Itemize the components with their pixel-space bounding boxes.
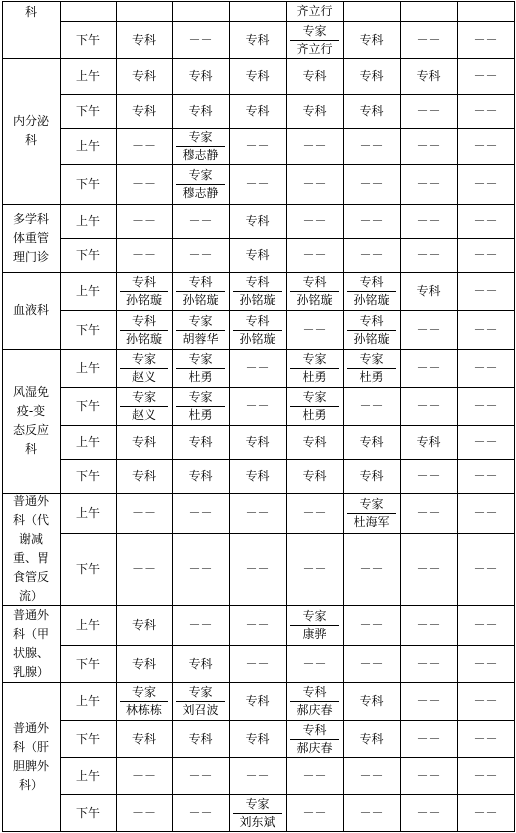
visit-type: 专科 (302, 104, 327, 118)
visit-type: 专家 (188, 685, 213, 699)
visit-type: 专科 (245, 435, 270, 449)
grid-line (60, 387, 514, 388)
no-clinic: －－ (473, 139, 498, 153)
doctor-name: 孙铭璇 (353, 293, 390, 307)
period-label: 上午 (75, 361, 100, 375)
visit-type: 专家 (188, 390, 213, 404)
period-label: 下午 (75, 104, 100, 118)
visit-type: 专科 (416, 69, 441, 83)
no-clinic: －－ (131, 248, 156, 262)
department-label-line: 内分泌 (12, 114, 49, 128)
doctor-name: 刘东斌 (239, 814, 276, 829)
no-clinic: －－ (131, 177, 156, 191)
doctor-name: 康骅 (302, 627, 327, 641)
visit-type: 专家 (302, 609, 327, 623)
no-clinic: －－ (473, 248, 498, 262)
grid-line (120, 701, 168, 702)
department-label-line: 科 (24, 133, 37, 147)
no-clinic: －－ (188, 32, 213, 47)
no-clinic: －－ (359, 562, 384, 576)
doctor-name: 赵义 (131, 408, 156, 422)
department-label-line: 科 (24, 5, 37, 19)
visit-type: 专科 (359, 104, 384, 118)
grid-line (60, 493, 514, 494)
no-clinic: －－ (473, 69, 498, 83)
period-label: 下午 (75, 469, 100, 483)
no-clinic: －－ (416, 361, 441, 375)
no-clinic: －－ (473, 618, 498, 632)
no-clinic: －－ (245, 139, 270, 153)
visit-type: 专科 (302, 722, 327, 737)
period-label: 上午 (75, 214, 100, 228)
department-label-line: 科） (18, 777, 43, 792)
grid-line (176, 406, 225, 407)
grid-line (347, 291, 396, 292)
no-clinic: －－ (473, 805, 498, 820)
department-label-line: 普通外 (12, 607, 49, 622)
no-clinic: －－ (131, 506, 156, 520)
grid-line (347, 368, 396, 369)
visit-type: 专家 (188, 130, 213, 144)
no-clinic: －－ (302, 214, 327, 228)
visit-type: 专科 (245, 214, 270, 228)
no-clinic: －－ (131, 214, 156, 228)
visit-type: 专科 (245, 32, 270, 47)
doctor-name: 穆志静 (182, 186, 219, 200)
grid-line (60, 533, 514, 534)
no-clinic: －－ (188, 214, 213, 228)
visit-type: 专科 (359, 69, 384, 83)
period-label: 下午 (75, 248, 100, 262)
department-label-line: 状腺、 (12, 645, 49, 660)
no-clinic: －－ (473, 177, 498, 191)
visit-type: 专家 (188, 352, 213, 366)
grid-line (176, 368, 225, 369)
no-clinic: －－ (302, 139, 327, 153)
department-label-line: 科 (24, 442, 37, 456)
no-clinic: －－ (416, 694, 441, 708)
no-clinic: －－ (131, 768, 156, 783)
grid-line (176, 701, 225, 702)
department-label-line: 普通外 (12, 720, 49, 735)
grid-line (60, 21, 514, 22)
visit-type: 专科 (188, 69, 213, 83)
visit-type: 专科 (245, 731, 270, 746)
no-clinic: －－ (359, 177, 384, 191)
period-label: 下午 (75, 32, 100, 47)
no-clinic: －－ (302, 506, 327, 520)
doctor-name: 杜勇 (359, 370, 384, 384)
department-label-line: 疫-变 (16, 404, 46, 418)
grid-line (176, 184, 225, 185)
no-clinic: －－ (245, 506, 270, 520)
grid-line (347, 513, 396, 514)
visit-type: 专科 (245, 275, 270, 289)
visit-type: 专科 (245, 694, 270, 708)
no-clinic: －－ (188, 506, 213, 520)
doctor-name: 齐立行 (296, 41, 333, 56)
visit-type: 专科 (359, 731, 384, 746)
no-clinic: －－ (473, 435, 498, 449)
no-clinic: －－ (416, 177, 441, 191)
no-clinic: －－ (473, 399, 498, 413)
doctor-name: 赵义 (131, 370, 156, 384)
visit-type: 专科 (188, 469, 213, 483)
doctor-name: 孙铭璇 (125, 293, 162, 307)
visit-type: 专科 (416, 435, 441, 449)
no-clinic: －－ (131, 562, 156, 576)
grid-line (60, 164, 514, 165)
department-label-line: 普通外 (12, 494, 49, 508)
no-clinic: －－ (188, 768, 213, 783)
grid-line (60, 682, 514, 683)
grid-line (60, 94, 514, 95)
no-clinic: －－ (245, 618, 270, 632)
department-label-line: 食管反 (12, 570, 49, 584)
grid-line (60, 204, 514, 205)
grid-line (60, 720, 514, 721)
no-clinic: －－ (416, 506, 441, 520)
period-label: 下午 (75, 731, 100, 746)
no-clinic: －－ (473, 656, 498, 671)
department-label (2, 606, 60, 682)
visit-type: 专科 (188, 731, 213, 746)
period-label: 下午 (75, 322, 100, 337)
doctor-name: 孙铭璇 (239, 293, 276, 307)
no-clinic: －－ (302, 322, 327, 337)
period-label: 上午 (75, 284, 100, 298)
visit-type: 专科 (302, 435, 327, 449)
department-label-line: 胆脾外 (12, 758, 49, 773)
no-clinic: －－ (359, 139, 384, 153)
grid-line (60, 58, 514, 59)
doctor-name: 林栋栋 (125, 703, 162, 717)
visit-type: 专科 (188, 435, 213, 449)
visit-type: 专家 (131, 352, 156, 366)
grid-line (60, 272, 514, 273)
visit-type: 专科 (245, 69, 270, 83)
grid-line (60, 459, 514, 460)
grid-line (60, 645, 514, 646)
grid-line (60, 238, 514, 239)
no-clinic: －－ (359, 768, 384, 783)
visit-type: 专家 (188, 313, 213, 328)
visit-type: 专家 (302, 23, 327, 38)
grid-line (176, 291, 225, 292)
no-clinic: －－ (302, 656, 327, 671)
visit-type: 专家 (188, 168, 213, 182)
visit-type: 专科 (359, 32, 384, 47)
no-clinic: －－ (416, 618, 441, 632)
visit-type: 专科 (131, 104, 156, 118)
grid-line (2, 1, 515, 2)
no-clinic: －－ (131, 805, 156, 820)
visit-type: 专科 (131, 32, 156, 47)
visit-type: 专科 (245, 248, 270, 262)
no-clinic: －－ (416, 469, 441, 483)
visit-type: 专科 (359, 275, 384, 289)
visit-type: 专家 (302, 352, 327, 366)
grid-line (60, 128, 514, 129)
grid-line (290, 406, 339, 407)
visit-type: 专科 (359, 469, 384, 483)
visit-type: 专科 (131, 435, 156, 449)
doctor-name: 杜海军 (353, 515, 390, 529)
visit-type: 专科 (131, 469, 156, 483)
no-clinic: －－ (473, 469, 498, 483)
grid-line (60, 310, 514, 311)
no-clinic: －－ (416, 399, 441, 413)
grid-line (290, 701, 339, 702)
doctor-name: 孙铭璇 (296, 293, 333, 307)
no-clinic: －－ (416, 731, 441, 746)
period-label: 下午 (75, 656, 100, 671)
doctor-name: 郝庆春 (296, 703, 333, 717)
visit-type: 专科 (131, 313, 156, 328)
no-clinic: －－ (359, 656, 384, 671)
no-clinic: －－ (416, 768, 441, 783)
department-label-line: 体重管 (12, 230, 49, 245)
visit-type: 专家 (359, 497, 384, 511)
visit-type: 专科 (359, 313, 384, 328)
no-clinic: －－ (416, 656, 441, 671)
period-label: 上午 (75, 69, 100, 83)
visit-type: 专科 (245, 104, 270, 118)
no-clinic: －－ (473, 284, 498, 298)
grid-line (514, 1, 515, 832)
no-clinic: －－ (473, 214, 498, 228)
department-label-line: 流） (18, 589, 43, 603)
grid-line (60, 349, 514, 350)
doctor-name: 杜勇 (188, 370, 213, 384)
no-clinic: －－ (473, 768, 498, 783)
grid-line (60, 757, 514, 758)
visit-type: 专科 (131, 69, 156, 83)
no-clinic: －－ (302, 805, 327, 820)
no-clinic: －－ (473, 694, 498, 708)
visit-type: 专科 (416, 284, 441, 298)
department-label (2, 112, 60, 150)
visit-type: 专科 (359, 694, 384, 708)
department-label-line: 科（肝 (12, 739, 49, 754)
doctor-name: 刘召波 (182, 703, 219, 717)
no-clinic: －－ (302, 768, 327, 783)
grid-line (120, 368, 168, 369)
no-clinic: －－ (473, 562, 498, 576)
period-label: 下午 (75, 805, 100, 820)
visit-type: 专科 (245, 313, 270, 328)
department-label-line: 重、胃 (12, 551, 49, 565)
no-clinic: －－ (473, 322, 498, 337)
no-clinic: －－ (245, 562, 270, 576)
period-label: 下午 (75, 399, 100, 413)
department-label-line: 乳腺） (12, 664, 49, 679)
department-label (2, 210, 60, 267)
no-clinic: －－ (473, 32, 498, 47)
period-label: 上午 (75, 139, 100, 153)
doctor-name: 胡蓉华 (182, 331, 219, 346)
department-label (2, 383, 60, 459)
no-clinic: －－ (302, 562, 327, 576)
doctor-name: 杜勇 (302, 370, 327, 384)
no-clinic: －－ (188, 562, 213, 576)
grid-line (60, 794, 514, 795)
no-clinic: －－ (245, 361, 270, 375)
no-clinic: －－ (359, 248, 384, 262)
visit-type: 专家 (359, 352, 384, 366)
no-clinic: －－ (416, 562, 441, 576)
no-clinic: －－ (302, 248, 327, 262)
grid-line (233, 291, 282, 292)
no-clinic: －－ (473, 361, 498, 375)
no-clinic: －－ (245, 768, 270, 783)
grid-line (290, 368, 339, 369)
department-label-line: 科（甲 (12, 626, 49, 641)
period-label: 上午 (75, 768, 100, 783)
no-clinic: －－ (416, 214, 441, 228)
doctor-name: 杜勇 (302, 408, 327, 422)
no-clinic: －－ (416, 322, 441, 337)
visit-type: 专科 (131, 656, 156, 671)
department-label (2, 301, 60, 320)
no-clinic: －－ (131, 139, 156, 153)
no-clinic: －－ (359, 214, 384, 228)
doctor-name: 穆志静 (182, 148, 219, 162)
period-label: 下午 (75, 562, 100, 576)
department-label-line: 态反应 (12, 423, 49, 437)
no-clinic: －－ (359, 618, 384, 632)
visit-type: 专科 (188, 656, 213, 671)
no-clinic: －－ (188, 805, 213, 820)
department-label-line: 科（代 (12, 513, 49, 527)
no-clinic: －－ (302, 177, 327, 191)
visit-type: 专科 (302, 69, 327, 83)
visit-type: 专家 (131, 685, 156, 699)
grid-line (290, 291, 339, 292)
period-label: 上午 (75, 435, 100, 449)
department-label-line: 多学科 (12, 211, 49, 226)
no-clinic: －－ (359, 805, 384, 820)
department-label (2, 3, 60, 22)
no-clinic: －－ (416, 32, 441, 47)
no-clinic: －－ (245, 399, 270, 413)
visit-type: 专家 (302, 390, 327, 404)
department-label-line: 理门诊 (12, 249, 49, 264)
department-label-line: 风湿免 (12, 385, 49, 399)
visit-type: 专科 (245, 469, 270, 483)
doctor-name: 孙铭璇 (182, 293, 219, 307)
department-label-line: 血液科 (12, 303, 49, 317)
no-clinic: －－ (473, 731, 498, 746)
grid-line (60, 605, 514, 606)
no-clinic: －－ (473, 506, 498, 520)
department-label (2, 492, 60, 606)
doctor-name: 孙铭璇 (239, 331, 276, 346)
doctor-name: 孙铭璇 (353, 331, 390, 346)
grid-line (120, 406, 168, 407)
no-clinic: －－ (473, 104, 498, 118)
visit-type: 专科 (131, 731, 156, 746)
visit-type: 专科 (359, 435, 384, 449)
visit-type: 专家 (245, 796, 270, 811)
visit-type: 专科 (131, 618, 156, 632)
doctor-name: 孙铭璇 (125, 331, 162, 346)
no-clinic: －－ (416, 805, 441, 820)
grid-line (2, 831, 515, 832)
period-label: 上午 (75, 506, 100, 520)
no-clinic: －－ (416, 139, 441, 153)
visit-type: 专科 (131, 275, 156, 289)
no-clinic: －－ (245, 656, 270, 671)
no-clinic: －－ (188, 248, 213, 262)
doctor-name: 杜勇 (188, 408, 213, 422)
visit-type: 专科 (302, 469, 327, 483)
grid-line (176, 146, 225, 147)
no-clinic: －－ (188, 618, 213, 632)
period-label: 上午 (75, 618, 100, 632)
period-label: 上午 (75, 694, 100, 708)
period-label: 下午 (75, 177, 100, 191)
visit-type: 专家 (131, 390, 156, 404)
grid-line (120, 291, 168, 292)
visit-type: 专科 (188, 275, 213, 289)
visit-type: 专科 (188, 104, 213, 118)
department-label-line: 谢减 (18, 532, 43, 546)
no-clinic: －－ (416, 104, 441, 118)
grid-line (290, 625, 339, 626)
department-label (2, 719, 60, 795)
no-clinic: －－ (359, 399, 384, 413)
visit-type: 专科 (302, 685, 327, 699)
no-clinic: －－ (416, 248, 441, 262)
doctor-name: 郝庆春 (296, 740, 333, 755)
visit-type: 专科 (302, 275, 327, 289)
no-clinic: －－ (245, 177, 270, 191)
grid-line (60, 425, 514, 426)
doctor-name: 齐立行 (296, 4, 333, 18)
